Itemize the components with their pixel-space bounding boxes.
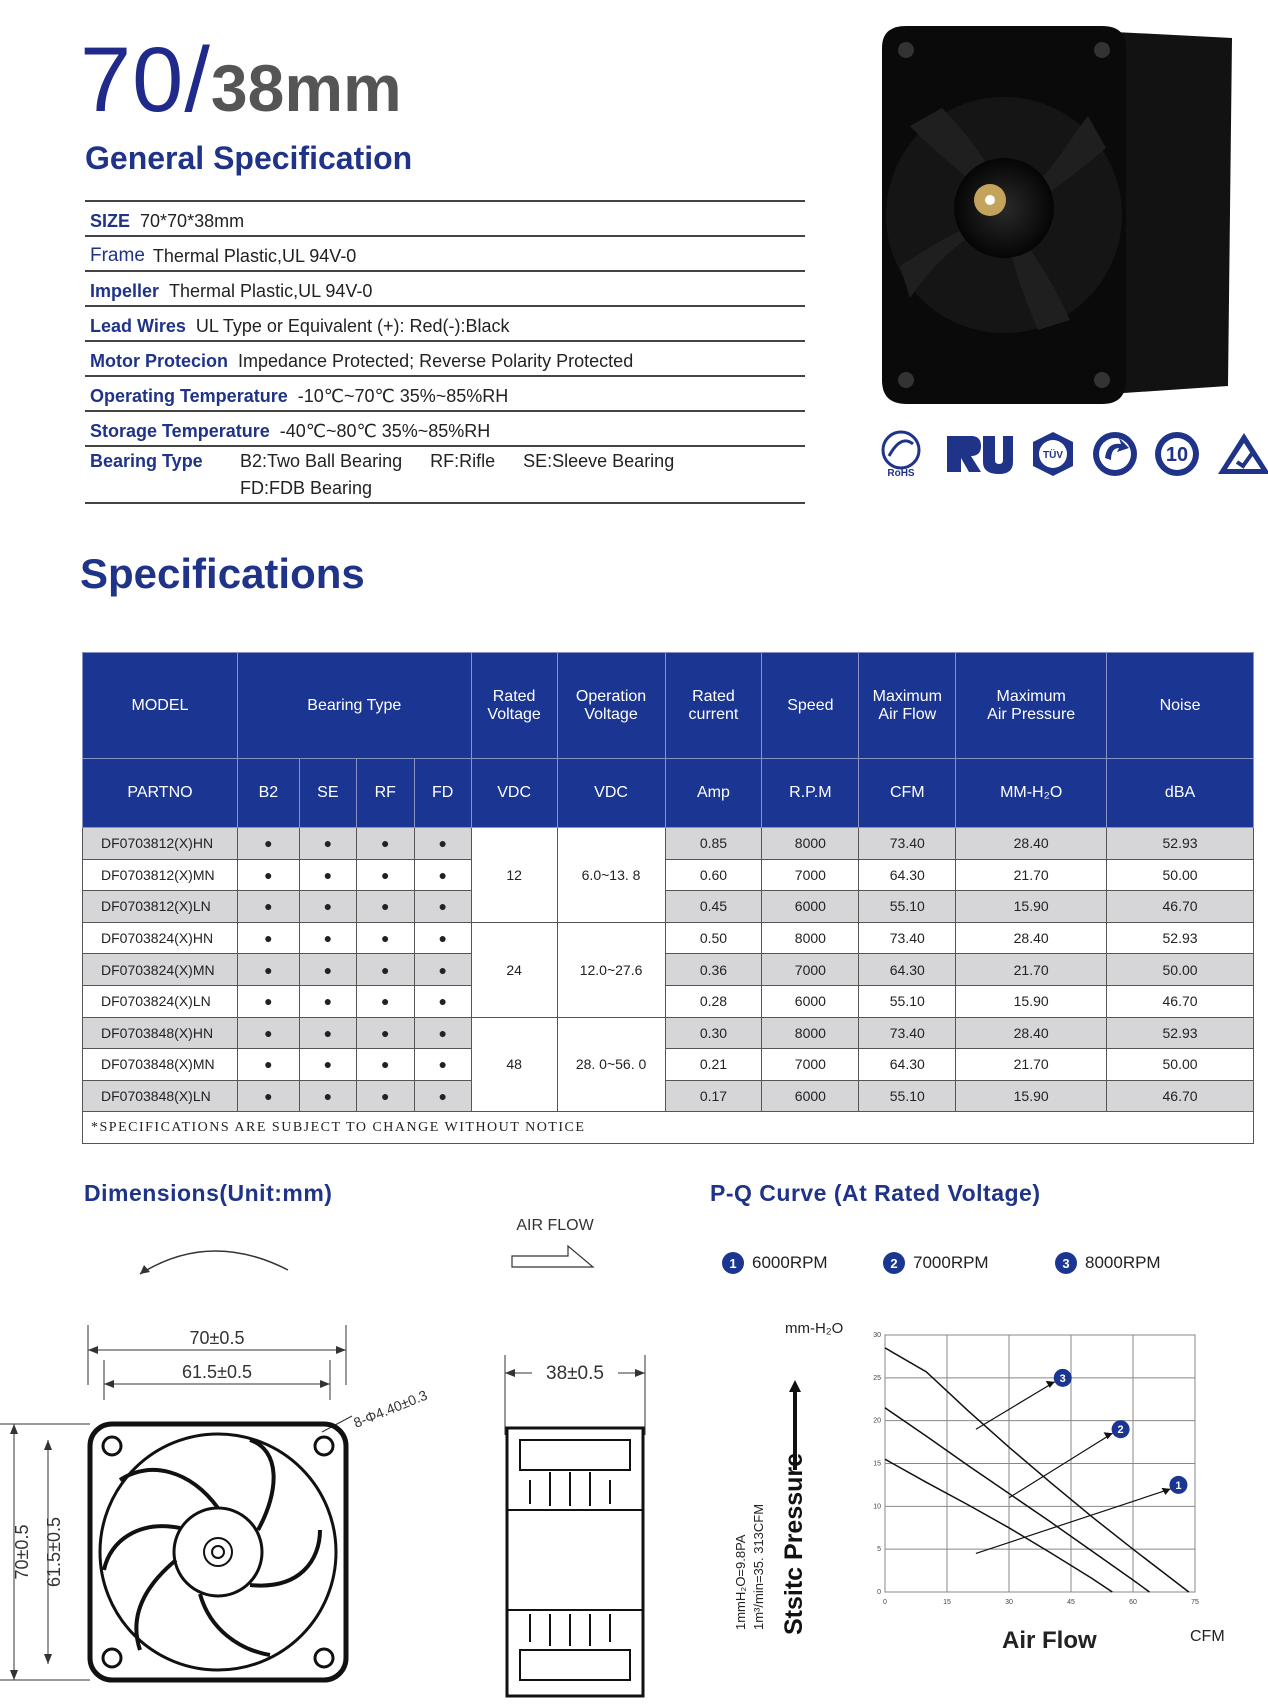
- spec-row-lead-wires: [85, 307, 805, 342]
- spec-row-bearing-type: [85, 447, 805, 504]
- pq-chart: [870, 1325, 1215, 1625]
- spec-key: Lead Wires: [90, 316, 186, 336]
- th-se: SE: [299, 759, 356, 828]
- x-tick-label: 60: [1129, 1599, 1137, 1606]
- ur-logo: [941, 430, 1015, 478]
- cell-amp: 0.36: [665, 954, 762, 986]
- cell-amp: 0.17: [665, 1080, 762, 1112]
- pq-x-unit: CFM: [1190, 1628, 1225, 1645]
- spec-key: Bearing Type: [90, 451, 203, 471]
- title-main: 70/: [80, 29, 211, 131]
- th-vdc-rated: VDC: [471, 759, 557, 828]
- cell-b2: ●: [237, 859, 299, 891]
- x-tick-label: 30: [1005, 1599, 1013, 1606]
- cell-mmh2o: 15.90: [956, 891, 1107, 923]
- cell-dba: 50.00: [1107, 859, 1254, 891]
- cell-model: DF0703824(X)MN: [83, 954, 238, 986]
- th-fd: FD: [414, 759, 471, 828]
- ten-text: 10: [1165, 444, 1189, 466]
- x-tick-label: 45: [1067, 1599, 1075, 1606]
- cell-rpm: 7000: [762, 859, 859, 891]
- legend-7000rpm: [883, 1252, 989, 1274]
- cell-cfm: 55.10: [859, 985, 956, 1017]
- pq-y-unit: mm-H₂O: [785, 1320, 844, 1337]
- table-row: [83, 828, 1254, 860]
- cell-fd: ●: [414, 985, 471, 1017]
- table-note-row: [83, 1112, 1254, 1144]
- dim-inner-top: 61.5±0.5: [182, 1362, 252, 1382]
- spec-value: 70*70*38mm: [140, 211, 245, 231]
- cell-rf: ●: [356, 1080, 414, 1112]
- cell-rated-voltage: 48: [471, 1017, 557, 1112]
- cell-operation-voltage: 28. 0~56. 0: [557, 1017, 665, 1112]
- cell-model: DF0703812(X)LN: [83, 891, 238, 923]
- cell-fd: ●: [414, 1049, 471, 1081]
- cell-rf: ●: [356, 985, 414, 1017]
- cell-model: DF0703824(X)HN: [83, 922, 238, 954]
- x-tick-label: 15: [943, 1599, 951, 1606]
- cell-se: ●: [299, 1049, 356, 1081]
- cell-amp: 0.60: [665, 859, 762, 891]
- cell-model: DF0703848(X)HN: [83, 1017, 238, 1049]
- spec-row-storage-temp: [85, 412, 805, 447]
- spec-row-operating-temp: [85, 377, 805, 412]
- th-rpm: R.P.M: [762, 759, 859, 828]
- cell-b2: ●: [237, 828, 299, 860]
- cell-se: ●: [299, 985, 356, 1017]
- cell-dba: 52.93: [1107, 828, 1254, 860]
- cell-amp: 0.28: [665, 985, 762, 1017]
- spec-row-frame: [85, 237, 805, 272]
- cell-se: ●: [299, 954, 356, 986]
- legend-label: 7000RPM: [913, 1253, 989, 1272]
- spec-value: -40℃~80℃ 35%~85%RH: [279, 421, 491, 441]
- fan-side-outline: [507, 1428, 643, 1696]
- table-unit-row: [83, 759, 1254, 828]
- specifications-table: [82, 652, 1254, 1144]
- y-tick-label: 20: [873, 1417, 881, 1425]
- spec-note: *SPECIFICATIONS ARE SUBJECT TO CHANGE WITHOUT NOTICE: [83, 1112, 1254, 1144]
- cell-cfm: 55.10: [859, 1080, 956, 1112]
- spec-key: Impeller: [90, 281, 160, 301]
- spec-value: -10℃~70℃ 35%~85%RH: [297, 386, 509, 406]
- cell-rf: ●: [356, 859, 414, 891]
- cell-se: ●: [299, 828, 356, 860]
- rohs-text: RoHS: [887, 468, 915, 478]
- y-tick-label: 25: [873, 1374, 881, 1382]
- callout-number: 3: [1059, 1372, 1066, 1385]
- ccc-logo: [1215, 430, 1268, 478]
- th-rated-voltage: Rated Voltage: [471, 653, 557, 759]
- certification-logos: [875, 430, 1268, 478]
- dim-inner-left: 61.5±0.5: [44, 1517, 64, 1587]
- cell-mmh2o: 21.70: [956, 1049, 1107, 1081]
- cell-model: DF0703848(X)LN: [83, 1080, 238, 1112]
- cell-model: DF0703812(X)HN: [83, 828, 238, 860]
- cell-fd: ●: [414, 891, 471, 923]
- cell-dba: 52.93: [1107, 1017, 1254, 1049]
- cell-model: DF0703812(X)MN: [83, 859, 238, 891]
- cell-b2: ●: [237, 891, 299, 923]
- cell-rpm: 6000: [762, 891, 859, 923]
- cell-rpm: 6000: [762, 1080, 859, 1112]
- specifications-heading: Specifications: [80, 550, 365, 597]
- cell-se: ●: [299, 1080, 356, 1112]
- cell-cfm: 64.30: [859, 1049, 956, 1081]
- spec-row-motor-protection: [85, 342, 805, 377]
- tuv-text: TÜV: [1043, 450, 1063, 461]
- legend-num: 1: [722, 1252, 744, 1274]
- cell-fd: ●: [414, 1017, 471, 1049]
- cell-amp: 0.30: [665, 1017, 762, 1049]
- spec-value: UL Type or Equivalent (+): Red(-):Black: [195, 316, 510, 336]
- dim-depth: 38±0.5: [546, 1363, 604, 1384]
- th-operation-voltage: Operation Voltage: [557, 653, 665, 759]
- cell-mmh2o: 28.40: [956, 1017, 1107, 1049]
- cell-dba: 50.00: [1107, 1049, 1254, 1081]
- y-tick-label: 5: [877, 1546, 881, 1554]
- th-max-air-flow: Maximum Air Flow: [859, 653, 956, 759]
- cell-cfm: 73.40: [859, 922, 956, 954]
- cell-cfm: 73.40: [859, 1017, 956, 1049]
- y-tick-label: 15: [873, 1460, 881, 1468]
- cell-amp: 0.45: [665, 891, 762, 923]
- cell-rf: ●: [356, 922, 414, 954]
- y-tick-label: 10: [873, 1503, 881, 1511]
- th-b2: B2: [237, 759, 299, 828]
- th-bearing-type: Bearing Type: [237, 653, 471, 759]
- x-tick-label: 75: [1191, 1599, 1199, 1606]
- cell-operation-voltage: 12.0~27.6: [557, 922, 665, 1017]
- spec-key: Operating Temperature: [90, 386, 288, 406]
- cell-rpm: 8000: [762, 922, 859, 954]
- cell-cfm: 73.40: [859, 828, 956, 860]
- dimensions-heading: Dimensions(Unit:mm): [84, 1180, 333, 1206]
- cell-rf: ●: [356, 1049, 414, 1081]
- cell-b2: ●: [237, 1049, 299, 1081]
- tuv-logo: [1029, 430, 1077, 478]
- x-tick-label: 0: [883, 1599, 887, 1606]
- cell-dba: 46.70: [1107, 1080, 1254, 1112]
- pq-unit-note1: 1mmH₂O=9.8PA: [733, 1534, 748, 1630]
- table-row: [83, 985, 1254, 1017]
- cell-mmh2o: 15.90: [956, 1080, 1107, 1112]
- cell-mmh2o: 21.70: [956, 859, 1107, 891]
- general-spec-list: [85, 200, 805, 504]
- table-row: [83, 891, 1254, 923]
- th-rated-current: Rated current: [665, 653, 762, 759]
- table-row: [83, 1017, 1254, 1049]
- cell-fd: ●: [414, 1080, 471, 1112]
- fan-front-outline: [90, 1424, 346, 1680]
- cell-mmh2o: 21.70: [956, 954, 1107, 986]
- table-row: [83, 1049, 1254, 1081]
- th-amp: Amp: [665, 759, 762, 828]
- spec-row-impeller: [85, 272, 805, 307]
- cell-fd: ●: [414, 828, 471, 860]
- spec-row-size: [85, 200, 805, 237]
- cell-b2: ●: [237, 1080, 299, 1112]
- pq-x-label: Air Flow: [1002, 1627, 1097, 1654]
- cell-rpm: 8000: [762, 828, 859, 860]
- cell-b2: ●: [237, 985, 299, 1017]
- cell-rpm: 6000: [762, 985, 859, 1017]
- dim-holes: 8-Φ4.40±0.3: [351, 1386, 430, 1431]
- rotation-arrow-icon: [140, 1251, 288, 1274]
- cell-rf: ●: [356, 954, 414, 986]
- th-max-air-pressure: Maximum Air Pressure: [956, 653, 1107, 759]
- th-model: MODEL: [83, 653, 238, 759]
- cell-rf: ●: [356, 1017, 414, 1049]
- cell-b2: ●: [237, 1017, 299, 1049]
- recycle-logo: [1091, 430, 1139, 478]
- cell-dba: 52.93: [1107, 922, 1254, 954]
- cell-dba: 46.70: [1107, 985, 1254, 1017]
- airflow-arrow-icon: [512, 1246, 593, 1267]
- rohs-logo: [875, 430, 927, 478]
- bearing-rf: RF:Rifle: [430, 451, 496, 471]
- cell-operation-voltage: 6.0~13. 8: [557, 828, 665, 923]
- spec-value: Thermal Plastic,UL 94V-0: [169, 281, 373, 301]
- th-rf: RF: [356, 759, 414, 828]
- cell-fd: ●: [414, 922, 471, 954]
- airflow-label: AIR FLOW: [516, 1217, 594, 1234]
- cell-fd: ●: [414, 859, 471, 891]
- 10-year-logo: [1153, 430, 1201, 478]
- dim-outer-left: 70±0.5: [12, 1524, 32, 1580]
- pq-y-side-labels: [715, 1380, 815, 1650]
- dim-outer-top: 70±0.5: [189, 1328, 245, 1348]
- pq-curve-heading: P-Q Curve (At Rated Voltage): [710, 1180, 1041, 1206]
- th-noise: Noise: [1107, 653, 1254, 759]
- bearing-values: [240, 451, 702, 499]
- spec-value: Thermal Plastic,UL 94V-0: [152, 246, 357, 266]
- cell-rpm: 8000: [762, 1017, 859, 1049]
- title-sub: 38mm: [210, 51, 402, 125]
- table-row: [83, 859, 1254, 891]
- cell-se: ●: [299, 922, 356, 954]
- legend-label: 6000RPM: [752, 1253, 828, 1272]
- cell-amp: 0.50: [665, 922, 762, 954]
- cell-rf: ●: [356, 891, 414, 923]
- cell-cfm: 55.10: [859, 891, 956, 923]
- table-row: [83, 922, 1254, 954]
- pq-unit-note2: 1m³/min=35. 313CFM: [751, 1503, 766, 1630]
- bearing-b2: B2:Two Ball Bearing: [240, 451, 403, 471]
- cell-dba: 50.00: [1107, 954, 1254, 986]
- cell-cfm: 64.30: [859, 954, 956, 986]
- cell-model: DF0703824(X)LN: [83, 985, 238, 1017]
- y-tick-label: 30: [873, 1332, 881, 1339]
- cell-rpm: 7000: [762, 1049, 859, 1081]
- cell-rated-voltage: 12: [471, 828, 557, 923]
- legend-label: 8000RPM: [1085, 1253, 1161, 1272]
- general-spec-heading: General Specification: [85, 140, 413, 176]
- spec-key: SIZE: [90, 211, 131, 231]
- cell-fd: ●: [414, 954, 471, 986]
- cell-mmh2o: 28.40: [956, 922, 1107, 954]
- pq-y-label: Stsitc Pressure: [780, 1452, 808, 1635]
- th-speed: Speed: [762, 653, 859, 759]
- callout-number: 2: [1117, 1424, 1124, 1437]
- spec-key: Frame: [90, 245, 145, 266]
- bearing-se: SE:Sleeve Bearing: [523, 451, 675, 471]
- cell-model: DF0703848(X)MN: [83, 1049, 238, 1081]
- cell-dba: 46.70: [1107, 891, 1254, 923]
- cell-amp: 0.85: [665, 828, 762, 860]
- y-tick-label: 0: [877, 1589, 881, 1596]
- cell-cfm: 64.30: [859, 859, 956, 891]
- cell-mmh2o: 28.40: [956, 828, 1107, 860]
- cell-se: ●: [299, 891, 356, 923]
- spec-value: Impedance Protected; Reverse Polarity Protected: [238, 351, 634, 371]
- callout-number: 1: [1175, 1479, 1182, 1492]
- table-row: [83, 1080, 1254, 1112]
- th-dba: dBA: [1107, 759, 1254, 828]
- cell-mmh2o: 15.90: [956, 985, 1107, 1017]
- table-row: [83, 954, 1254, 986]
- cell-se: ●: [299, 859, 356, 891]
- th-mmh2o: MM-H₂O: [956, 759, 1107, 828]
- th-cfm: CFM: [859, 759, 956, 828]
- cell-amp: 0.21: [665, 1049, 762, 1081]
- legend-6000rpm: [722, 1252, 828, 1274]
- th-vdc-op: VDC: [557, 759, 665, 828]
- legend-8000rpm: [1055, 1252, 1161, 1274]
- table-header-row: [83, 653, 1254, 759]
- cell-b2: ●: [237, 922, 299, 954]
- legend-num: 3: [1055, 1252, 1077, 1274]
- th-partno: PARTNO: [83, 759, 238, 828]
- cell-b2: ●: [237, 954, 299, 986]
- cell-rpm: 7000: [762, 954, 859, 986]
- fan-product-image: [870, 8, 1245, 408]
- spec-key: Storage Temperature: [90, 421, 270, 441]
- page-title: [80, 28, 402, 133]
- cell-rf: ●: [356, 828, 414, 860]
- cell-rated-voltage: 24: [471, 922, 557, 1017]
- bearing-fd: FD:FDB Bearing: [240, 478, 373, 498]
- dimensions-drawing: [0, 1210, 680, 1707]
- legend-num: 2: [883, 1252, 905, 1274]
- spec-key: Motor Protecion: [90, 351, 228, 371]
- cell-se: ●: [299, 1017, 356, 1049]
